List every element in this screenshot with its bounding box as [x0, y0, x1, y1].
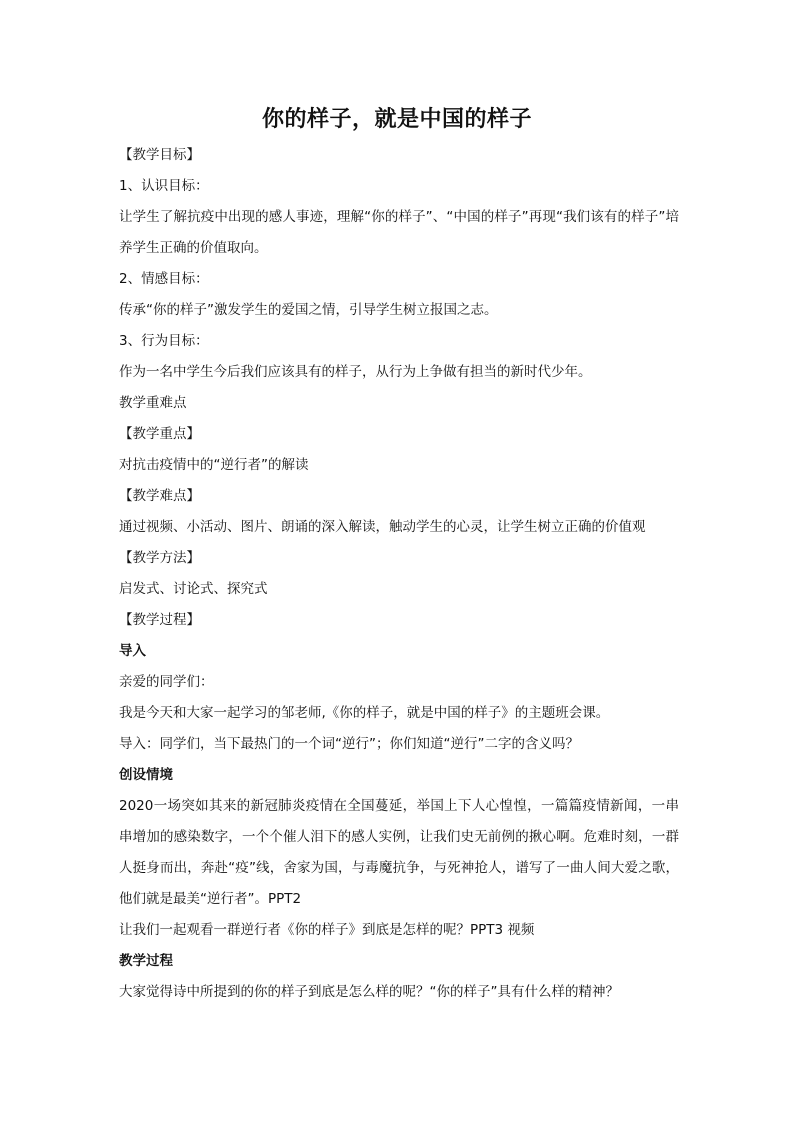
watch-video: 让我们一起观看一群逆行者《你的样子》到底是怎样的呢？PPT3 视频: [119, 922, 535, 938]
key-text: 对抗击疫情中的“逆行者”的解读: [119, 457, 309, 473]
method-heading: 【教学方法】: [119, 550, 200, 566]
emotion-text: 传承“你的样子”激发学生的爱国之情，引导学生树立报国之志。: [119, 302, 498, 318]
page-title: 你的样子，就是中国的样子: [261, 107, 532, 132]
cognitive-heading: 1、认识目标：: [119, 178, 209, 194]
objectives-heading: 【教学目标】: [119, 147, 200, 163]
behavior-heading: 3、行为目标：: [119, 333, 209, 349]
teacher-intro: 我是今天和大家一起学习的邹老师,《你的样子，就是中国的样子》的主题班会课。: [119, 705, 610, 721]
behavior-text: 作为一名中学生今后我们应该具有的样子，从行为上争做有担当的新时代少年。: [119, 364, 592, 380]
scenario-heading: 创设情境: [119, 767, 173, 783]
key-difficult-heading: 教学重难点: [119, 395, 187, 411]
difficult-heading: 【教学难点】: [119, 488, 200, 504]
key-heading: 【教学重点】: [119, 426, 200, 442]
process-heading: 【教学过程】: [119, 612, 200, 628]
emotion-heading: 2、情感目标：: [119, 271, 209, 287]
scenario-text: 2020一场突如其来的新冠肺炎疫情在全国蔓延，举国上下人心惶惶，一篇篇疫情新闻，一串串增加的感染数字，一个个催人泪下的感人实例，让我们史无前例的揪心啊。危难时刻，一群人挺身而出，奔赴“疫”线，舍家为国，与毒魔抗争，与死神抢人，谱写了一曲人间大爱之歌，他们就是最美“逆行者”。PPT2: [119, 798, 679, 907]
document-body: [119, 140, 679, 1008]
method-text: 启发式、讨论式、探究式: [119, 581, 268, 597]
intro-question: 导入：同学们，当下最热门的一个词“逆行”；你们知道“逆行”二字的含义吗？: [119, 736, 579, 752]
difficult-text: 通过视频、小活动、图片、朗诵的深入解读，触动学生的心灵，让学生树立正确的价值观: [119, 519, 646, 535]
cognitive-text: 让学生了解抗疫中出现的感人事迹，理解“你的样子”、“中国的样子”再现“我们该有的样子”培养学生正确的价值取向。: [119, 209, 679, 256]
closing-question: 大家觉得诗中所提到的你的样子到底是怎么样的呢？“你的样子”具有什么样的精神？: [119, 984, 619, 1000]
teaching-process-heading: 教学过程: [119, 953, 173, 969]
intro-heading: 导入: [119, 643, 146, 659]
greeting: 亲爱的同学们：: [119, 674, 214, 690]
